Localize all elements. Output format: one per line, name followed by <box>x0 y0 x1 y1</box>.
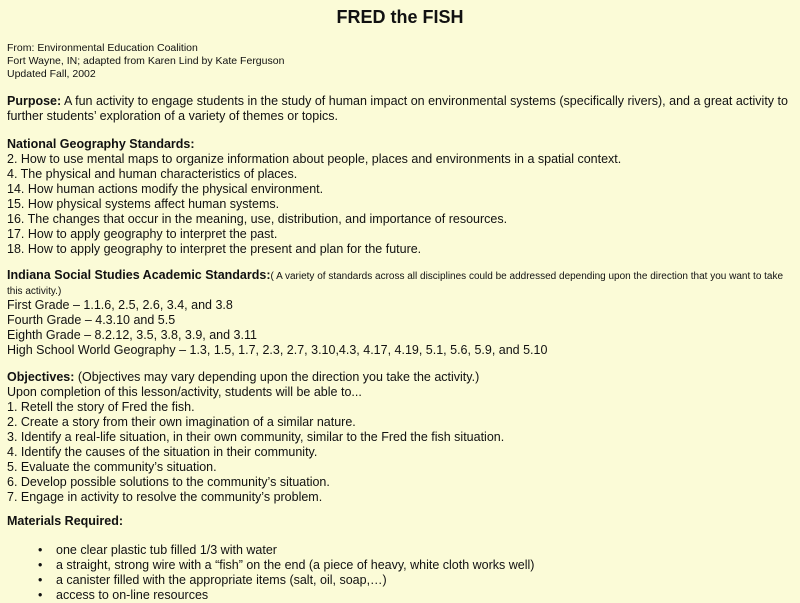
indiana-standards-note: ( A variety of standards across all disciplines could be addressed depending upon the direction that you want to take this activity.) <box>7 271 784 297</box>
indiana-standards-title: Indiana Social Studies Academic Standards: <box>7 268 271 282</box>
list-item: First Grade – 1.1.6, 2.5, 2.6, 3.4, and 3.8 <box>7 298 233 312</box>
purpose-label: Purpose: <box>7 94 62 108</box>
list-item: 2. How to use mental maps to organize information about people, places and environments in a spatial context. <box>7 152 622 166</box>
source-location: Fort Wayne, IN; adapted from Karen Lind by Kate Ferguson <box>7 55 285 67</box>
source-updated: Updated Fall, 2002 <box>7 68 96 80</box>
objectives-title: Objectives: <box>7 370 75 384</box>
purpose-text: A fun activity to engage students in the study of human impact on environmental systems (specifically rivers), and a great activity to further students’ exploration of a variety of themes or topics. <box>7 94 788 123</box>
list-item: • a straight, strong wire with a “fish” on the end (a piece of heavy, white cloth works well) <box>38 558 534 573</box>
objectives-intro: Upon completion of this lesson/activity, students will be able to... <box>7 385 362 399</box>
list-item: • access to on-line resources <box>38 588 534 603</box>
indiana-standards-section <box>7 268 795 358</box>
materials-title: Materials Required: <box>7 514 124 528</box>
list-item: 16. The changes that occur in the meaning, use, distribution, and importance of resources. <box>7 212 508 226</box>
list-item: 14. How human actions modify the physical environment. <box>7 182 324 196</box>
list-item: • a canister filled with the appropriate items (salt, oil, soap,…) <box>38 573 534 588</box>
national-geography-title: National Geography Standards: <box>7 137 195 151</box>
indiana-standards-list <box>7 298 795 358</box>
list-item: 6. Develop possible solutions to the community’s situation. <box>7 475 330 489</box>
list-item: 18. How to apply geography to interpret the present and plan for the future. <box>7 242 422 256</box>
objectives-section <box>7 370 795 505</box>
objectives-note: (Objectives may vary depending upon the direction you take the activity.) <box>77 370 480 384</box>
purpose-paragraph <box>7 94 795 124</box>
list-item: 7. Engage in activity to resolve the community’s problem. <box>7 490 323 504</box>
indiana-standards-heading <box>7 268 795 298</box>
list-item: 2. Create a story from their own imagination of a similar nature. <box>7 415 356 429</box>
list-item: Eighth Grade – 8.2.12, 3.5, 3.8, 3.9, and 3.11 <box>7 328 257 342</box>
page-title: FRED the FISH <box>336 7 464 27</box>
list-item: 3. Identify a real-life situation, in their own community, similar to the Fred the fish situation. <box>7 430 505 444</box>
list-item: • one clear plastic tub filled 1/3 with water <box>38 543 534 558</box>
source-from: From: Environmental Education Coalition <box>7 42 198 54</box>
objectives-heading <box>7 370 795 385</box>
list-item: 4. Identify the causes of the situation in their community. <box>7 445 318 459</box>
list-item: Fourth Grade – 4.3.10 and 5.5 <box>7 313 176 327</box>
list-item: 5. Evaluate the community’s situation. <box>7 460 217 474</box>
list-item: 15. How physical systems affect human systems. <box>7 197 280 211</box>
source-meta <box>7 42 284 81</box>
list-item: High School World Geography – 1.3, 1.5, 1.7, 2.3, 2.7, 3.10,4.3, 4.17, 4.19, 5.1, 5.6, 5.9, and 5.10 <box>7 343 548 357</box>
list-item: 4. The physical and human characteristics of places. <box>7 167 298 181</box>
materials-section <box>7 514 795 529</box>
objectives-list <box>7 400 795 505</box>
national-geography-list <box>7 152 795 257</box>
national-geography-section <box>7 137 795 257</box>
list-item: 17. How to apply geography to interpret the past. <box>7 227 278 241</box>
list-item: 1. Retell the story of Fred the fish. <box>7 400 195 414</box>
materials-list <box>38 543 534 603</box>
